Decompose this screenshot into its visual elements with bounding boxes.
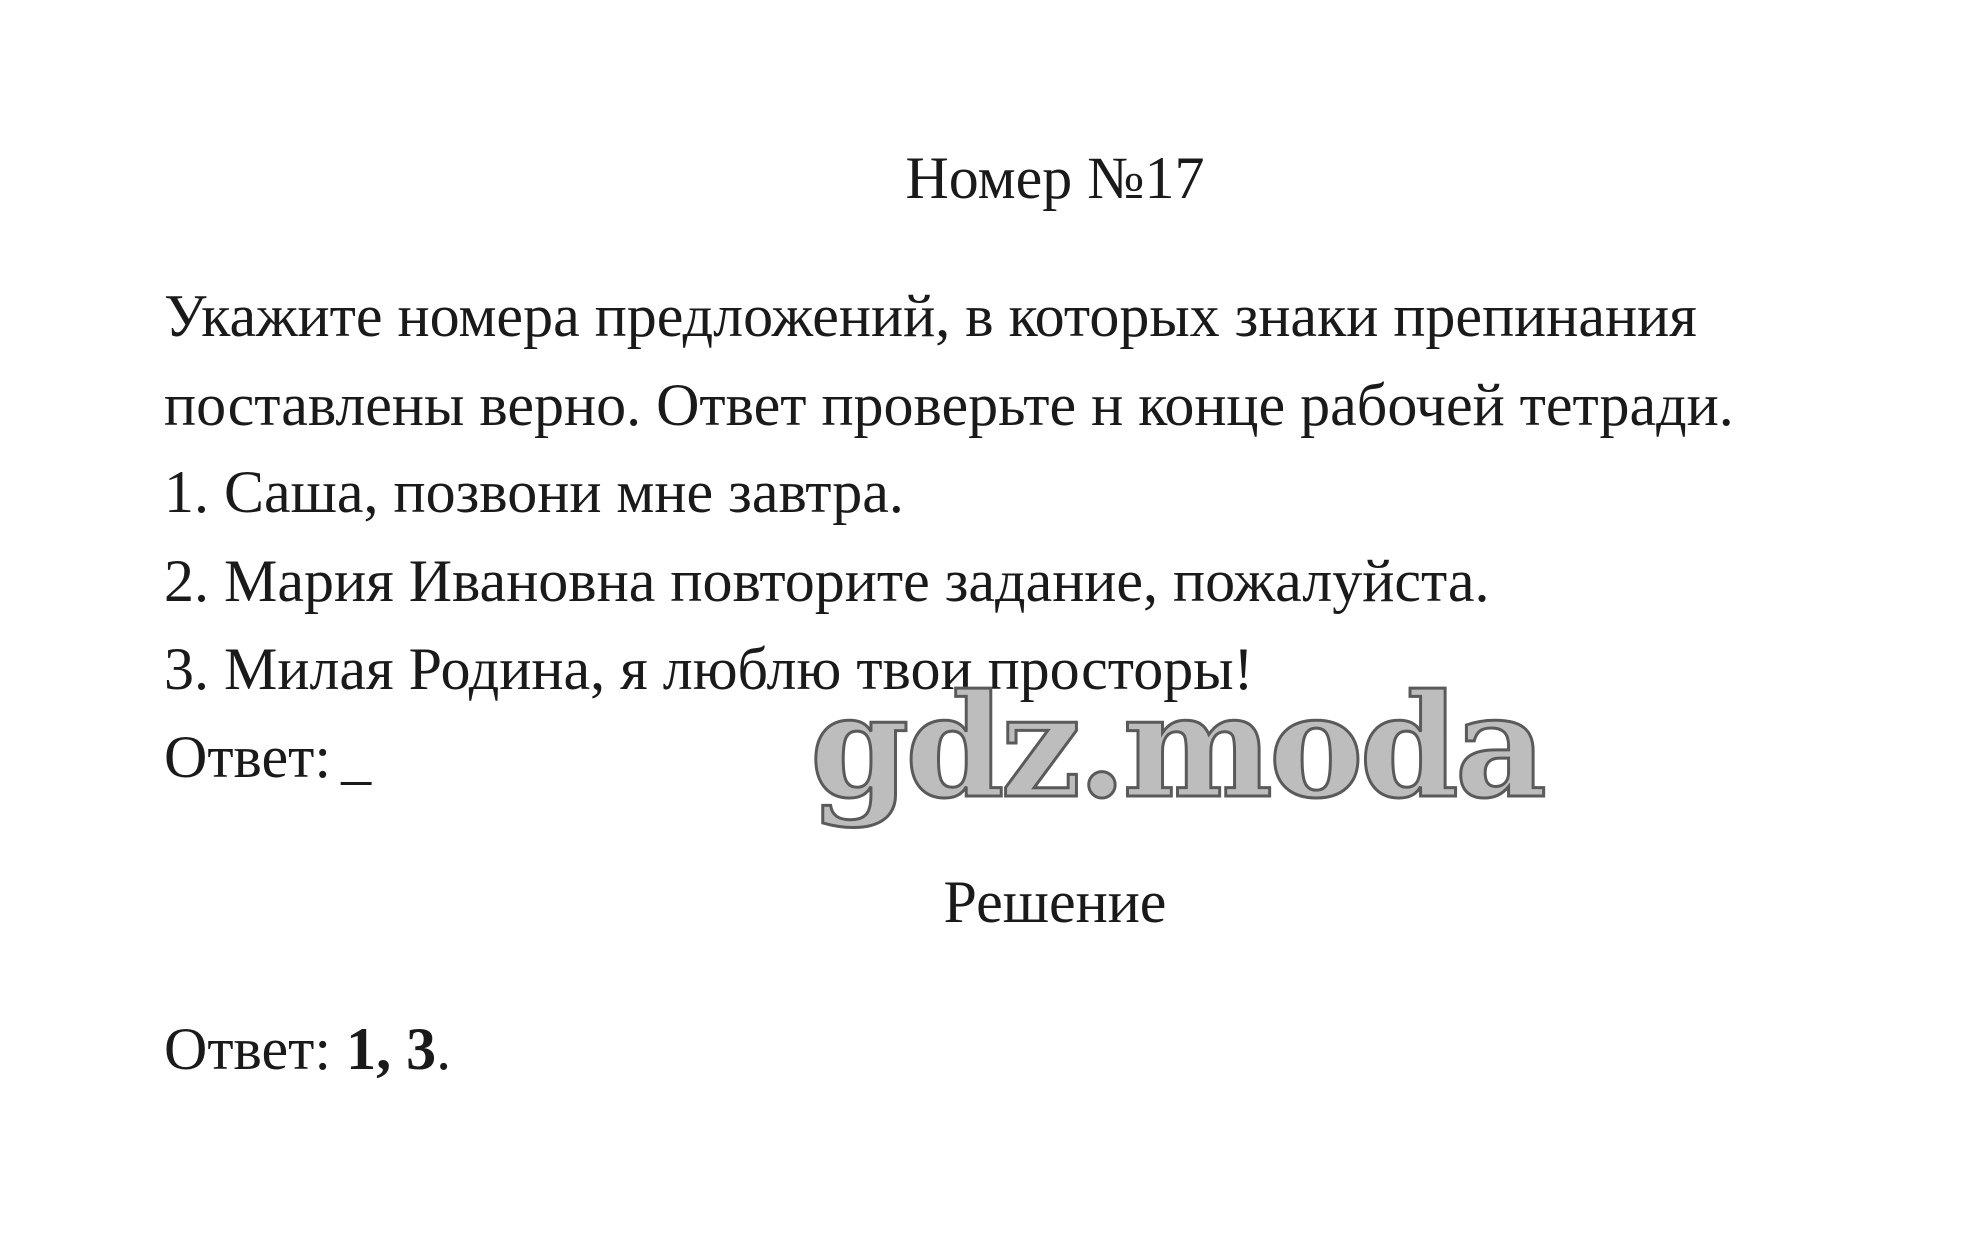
instruction-line-2: поставлены верно. Ответ проверьте н конце рабочей тетради.	[164, 372, 1734, 438]
solution-heading: Решение	[943, 869, 1167, 935]
instruction-line-1: Укажите номера предложений, в которых знаки препинания	[164, 283, 1697, 349]
sentence-2: 2. Мария Ивановна повторите задание, пожалуйста.	[164, 548, 1490, 614]
solution-answer-suffix: .	[436, 1016, 452, 1082]
sentence-1: 1. Саша, позвони мне завтра.	[164, 459, 904, 525]
solution-answer-value: 1, 3	[346, 1016, 437, 1082]
solution-answer-label: Ответ:	[164, 1016, 332, 1082]
watermark-logo: gdz.moda	[810, 664, 1543, 830]
answer-label: Ответ:	[164, 724, 332, 790]
answer-line	[164, 721, 371, 793]
sentence-3: 3. Милая Родина, я люблю твои просторы!	[164, 636, 1254, 702]
task-title: Номер №17	[905, 145, 1205, 211]
solution-answer	[164, 1013, 451, 1085]
answer-blank: _	[341, 724, 372, 790]
